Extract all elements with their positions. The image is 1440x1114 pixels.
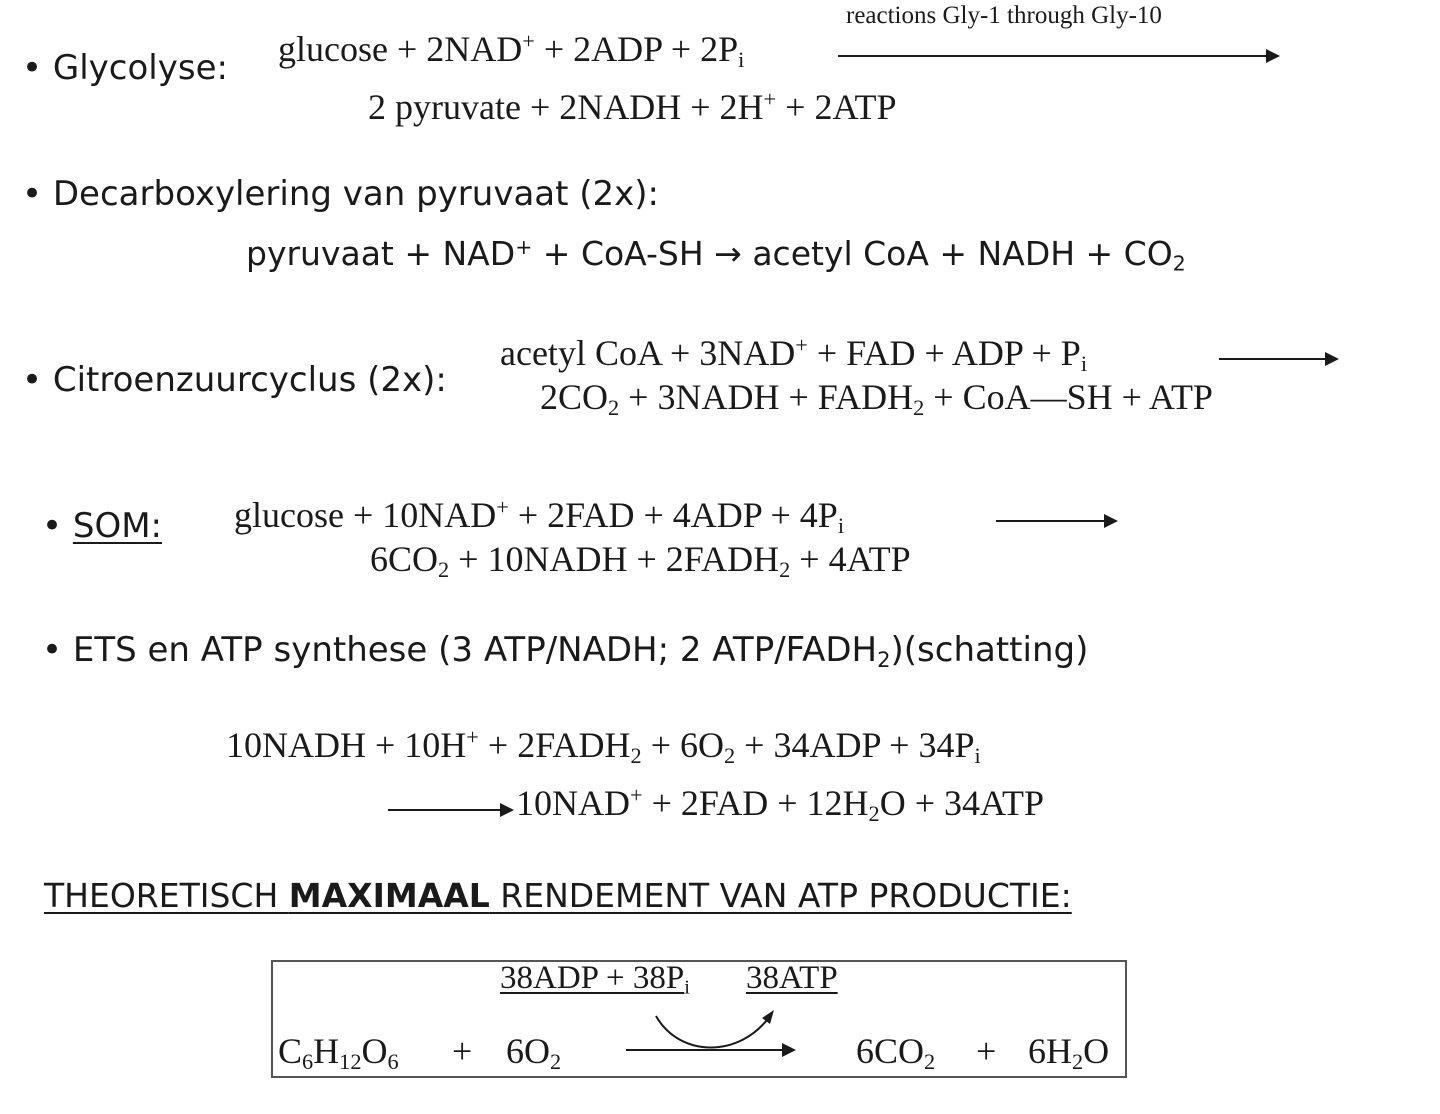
superscript: + — [466, 724, 479, 750]
equation-part: + 6O — [641, 725, 725, 765]
equation-part: acetyl CoA + 3NAD — [500, 333, 796, 373]
subscript: i — [837, 513, 845, 539]
subscript: 2 — [608, 395, 620, 421]
subscript: 2 — [724, 743, 736, 769]
main-arrow-head — [782, 1043, 796, 1057]
ets-label: • ETS en ATP synthese (3 ATP/NADH; 2 ATP/$FADH_2)(schatting)$ — [42, 630, 1089, 672]
equation-part: + 3NADH + FADH — [619, 377, 914, 417]
subscript: 2 — [779, 557, 791, 583]
subscript: 12 — [339, 1049, 362, 1075]
equation-part: + 10NADH + 2FADH — [449, 539, 780, 579]
coupled-reaction-arrows — [620, 1008, 810, 1068]
formula-part: 6H — [1028, 1031, 1072, 1071]
superscript: + — [795, 332, 808, 358]
formula-part: 6CO — [856, 1031, 925, 1071]
equation-part: 6CO — [370, 539, 439, 579]
superscript: + — [496, 494, 509, 520]
subscript: 2 — [868, 801, 880, 827]
oxygen-formula — [506, 1030, 562, 1075]
glycolysis-label: • Glycolyse: — [22, 48, 228, 88]
equation-part: glucose + 10NAD — [234, 495, 497, 535]
glycolysis-reactants — [278, 28, 745, 73]
som-label: SOM: — [72, 506, 163, 546]
equation-part: + 2FAD + 4ADP + 4P — [508, 495, 838, 535]
atp-output: 38ATP — [746, 960, 838, 996]
heading-part: RENDEMENT VAN ATP PRODUCTIE: — [489, 876, 1072, 915]
som-arrow — [996, 512, 1116, 530]
formula-part: H — [313, 1031, 340, 1071]
glycolysis-arrow — [838, 47, 1278, 65]
heading-bold: MAXIMAAL — [288, 876, 490, 915]
subscript: 2 — [438, 557, 450, 583]
glycolysis-products-part: 2 pyruvate + 2NADH + 2H — [368, 87, 764, 127]
ets-reactants — [226, 724, 981, 769]
equation-part: + CoA—SH + ATP — [924, 377, 1213, 417]
citric-products — [540, 376, 1213, 421]
atp-input — [500, 960, 690, 997]
citric-label: • Citroenzuurcyclus (2x): — [22, 360, 447, 400]
equation-part: 10NAD — [516, 783, 630, 823]
equation-part: + 4ATP — [790, 539, 911, 579]
water-formula — [1028, 1030, 1110, 1075]
subscript: i — [738, 47, 745, 73]
ets-label-part: )(schatting) — [890, 630, 1089, 670]
equation-part: O + 34ATP — [879, 783, 1045, 823]
decarboxylation-equation — [246, 234, 1186, 276]
plus-sign: + — [452, 1031, 473, 1071]
subscript: i — [684, 976, 690, 999]
equation-part: + CoA-SH → acetyl CoA + NADH + CO — [532, 234, 1173, 273]
co2-formula — [856, 1030, 936, 1075]
superscript: + — [763, 86, 777, 112]
subscript: 6 — [302, 1049, 314, 1075]
citric-reactants — [500, 332, 1088, 377]
equation-part: 38ADP + 38P — [500, 960, 685, 996]
glycolysis-products — [368, 86, 896, 128]
subscript: i — [1080, 351, 1088, 377]
glucose-formula — [278, 1030, 399, 1075]
som-reactants — [234, 494, 845, 539]
equation-part: + FAD + ADP + P — [807, 333, 1081, 373]
equation-part: + 2FADH — [478, 725, 631, 765]
subscript: 2 — [1172, 251, 1186, 276]
subscript: 6 — [387, 1049, 399, 1075]
som-products — [370, 538, 911, 583]
equation-part: 10NADH + 10H — [226, 725, 467, 765]
heading-part: THEORETISCH — [44, 876, 289, 915]
superscript: + — [522, 28, 535, 54]
glycolysis-reactants-part: glucose + 2NAD — [278, 29, 523, 69]
glycolysis-reactants-part: + 2ADP + 2P — [534, 29, 739, 69]
superscript: + — [630, 782, 643, 808]
subscript: 2 — [924, 1049, 936, 1075]
equation-part: pyruvaat + NAD — [246, 234, 516, 273]
citric-arrow — [1219, 350, 1337, 368]
subscript: 2 — [913, 395, 925, 421]
subscript: 2 — [877, 646, 891, 672]
ets-products — [516, 782, 1045, 827]
formula-part: 6O — [506, 1031, 550, 1071]
subscript: 2 — [630, 743, 642, 769]
glycolysis-arrow-label: reactions Gly-1 through Gly-10 — [846, 2, 1162, 29]
ets-arrow — [388, 801, 512, 819]
ets-label-part: ETS en ATP synthese (3 ATP/NADH; 2 ATP/FADH — [72, 630, 878, 670]
superscript: + — [515, 234, 533, 259]
subscript: 2 — [1072, 1049, 1084, 1075]
plus-sign: + — [976, 1031, 997, 1071]
curved-arrow-head — [762, 1010, 774, 1024]
decarboxylation-label: • Decarboxylering van pyruvaat (2x): — [22, 174, 659, 214]
curved-arrow — [656, 1016, 770, 1048]
equation-part: + 34ADP + 34P — [735, 725, 975, 765]
glycolysis-products-part: + 2ATP — [776, 87, 897, 127]
formula-part: O — [1083, 1031, 1110, 1071]
equation-part: 2CO — [540, 377, 609, 417]
formula-part: C — [278, 1031, 303, 1071]
subscript: i — [974, 743, 981, 769]
equation-part: + 2FAD + 12H — [642, 783, 869, 823]
yield-heading — [44, 876, 1072, 915]
som-label-wrap: • SOM: — [42, 506, 163, 546]
formula-part: O — [361, 1031, 388, 1071]
subscript: 2 — [550, 1049, 562, 1075]
